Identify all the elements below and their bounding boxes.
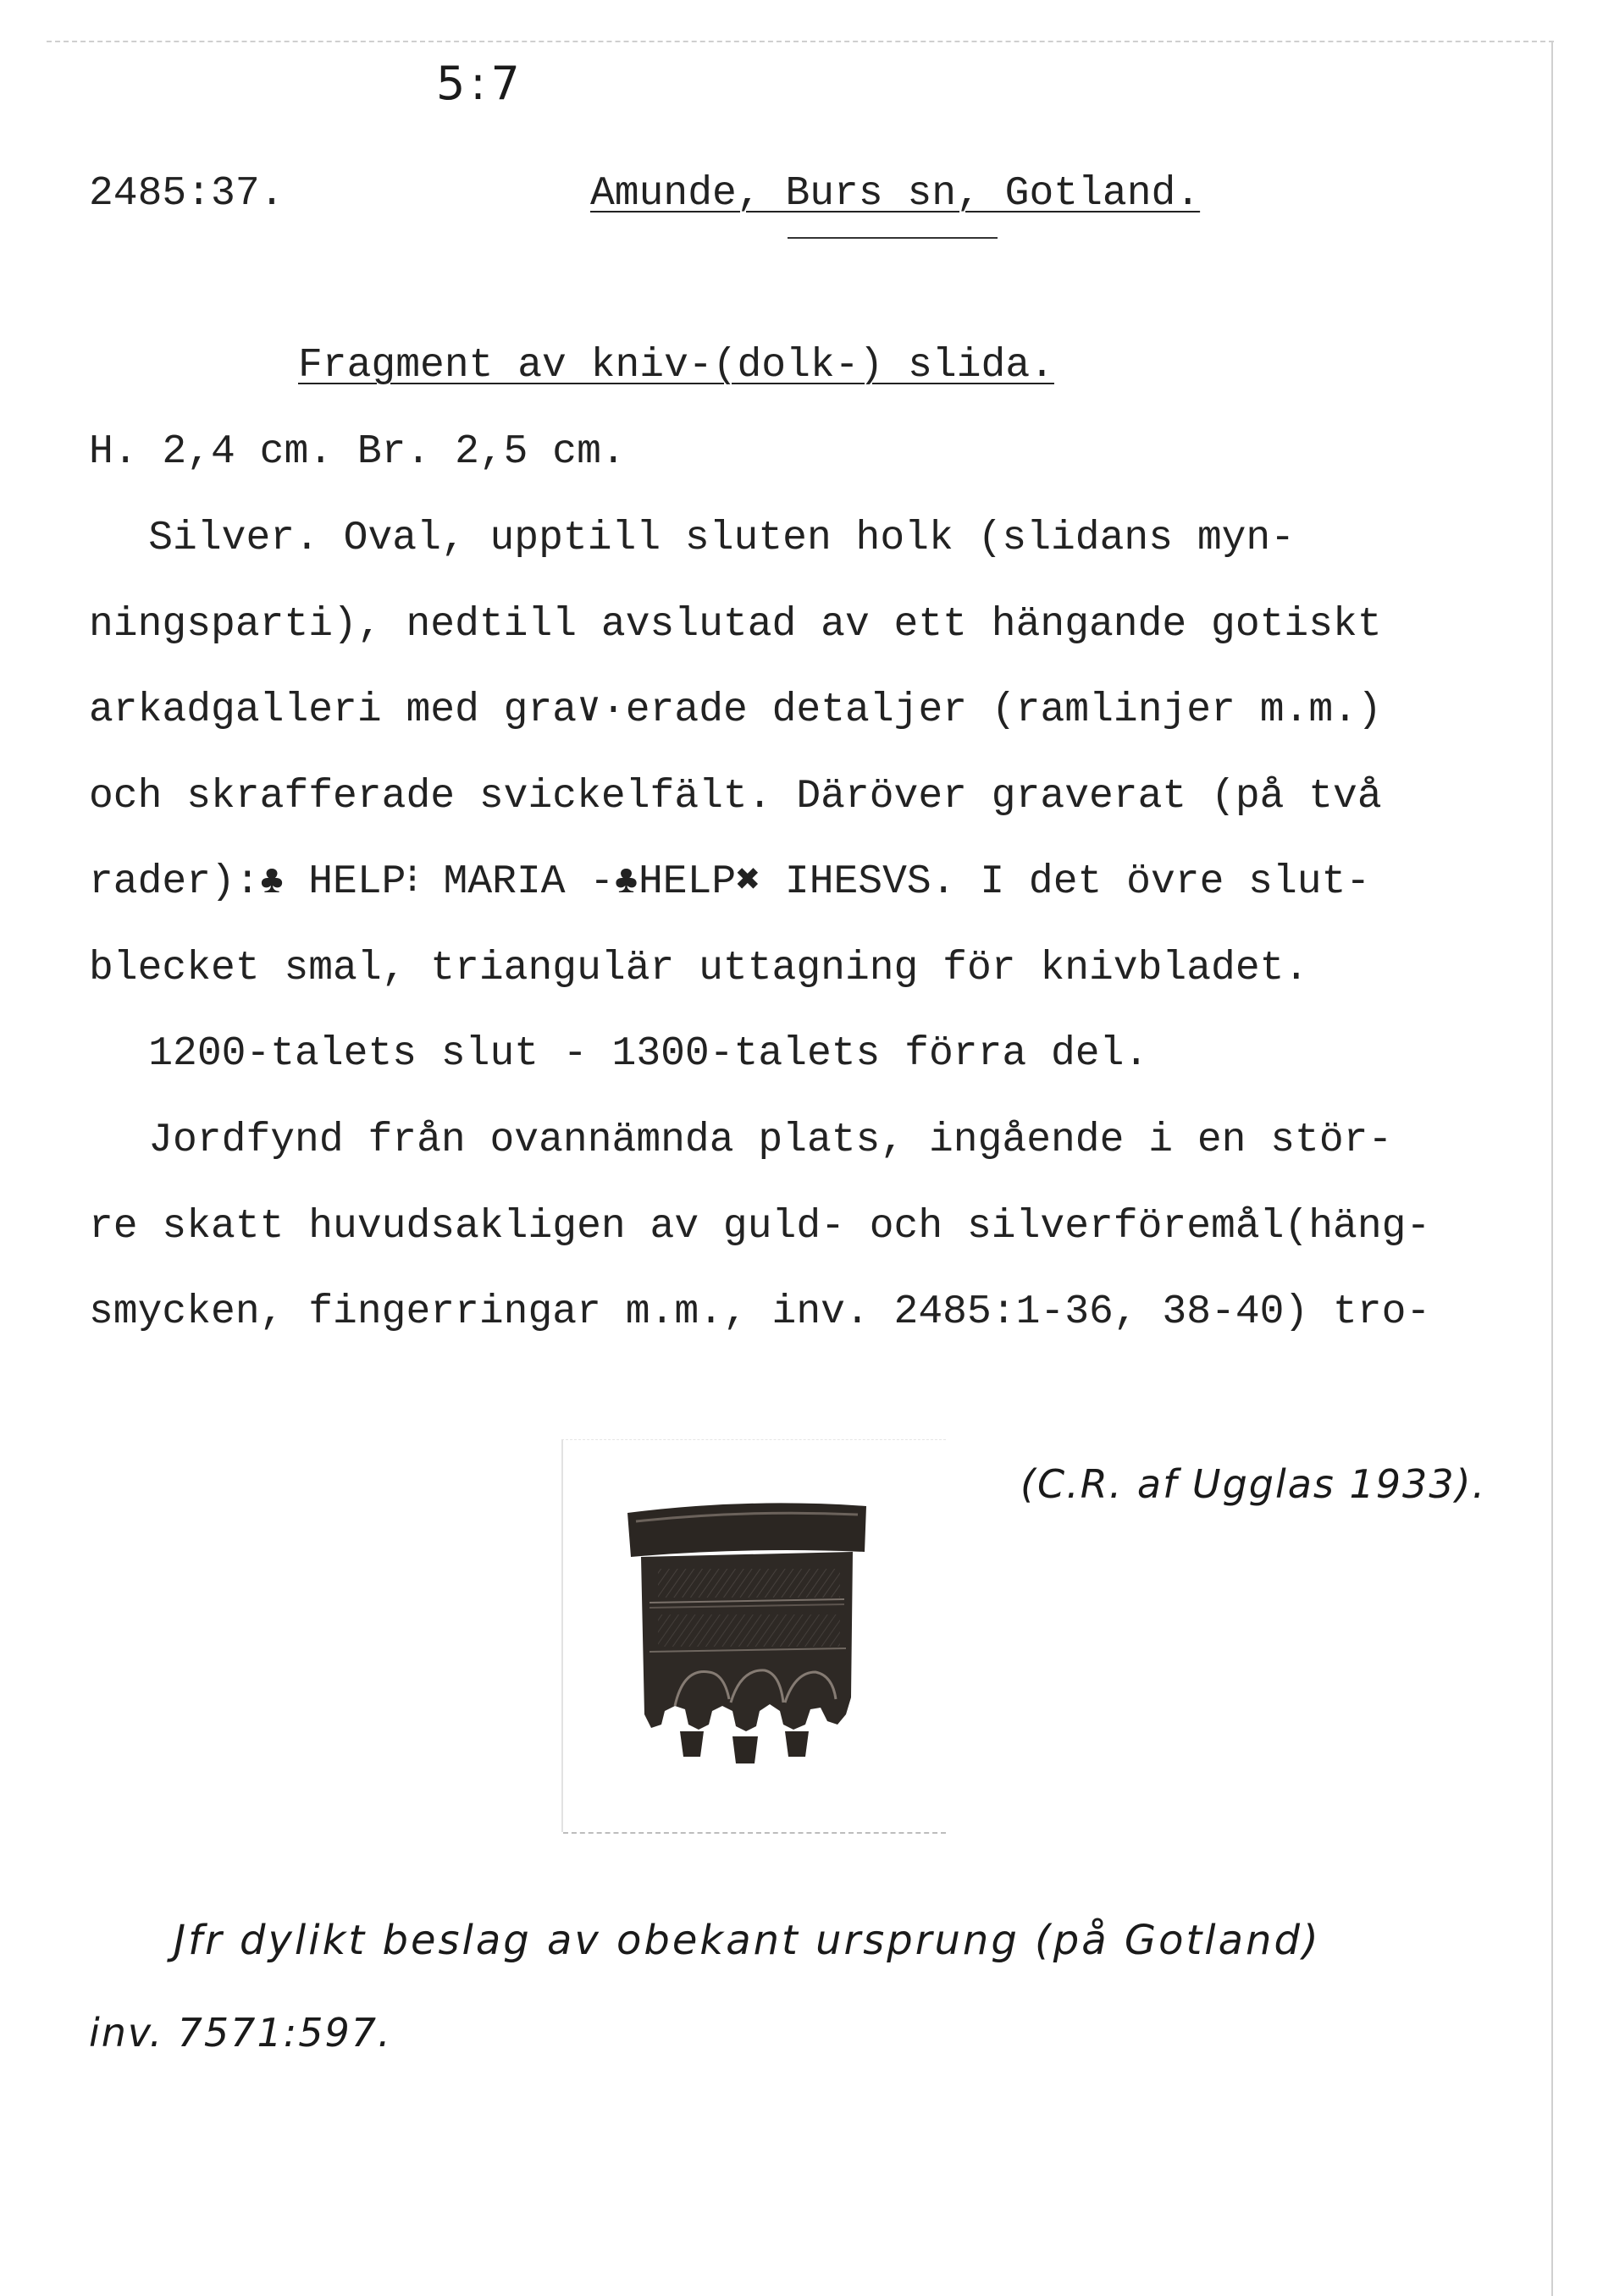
card-top-edge — [47, 41, 1554, 42]
dating-line: 1200-talets slut - 1300-talets förra del. — [51, 1031, 1149, 1077]
location-underline-stroke — [788, 237, 998, 239]
description-line-4: och skrafferade svickelfält. Däröver graverat (på två — [89, 774, 1382, 820]
description-line-1: Silver. Oval, upptill sluten holk (slidans myn- — [51, 516, 1296, 561]
knife-sheath-fragment-photo — [624, 1503, 870, 1795]
description-line-3: arkadgalleri med gra∨·erade detaljer (ramlinjer m.m.) — [89, 687, 1382, 733]
handwritten-comparison-note: Jfr dylikt beslag av obekant ursprung (på Gotland) — [174, 1917, 1321, 1964]
handwritten-inventory-reference: inv. 7571:597. — [89, 2010, 392, 2056]
description-line-6: blecket smal, triangulär uttagning för knivbladet. — [89, 946, 1309, 991]
card-right-edge — [1551, 41, 1553, 2296]
description-line-2: ningsparti), nedtill avslutad av ett hängande gotiskt — [89, 602, 1382, 648]
handwritten-source-attribution: (C.R. af Ugglas 1933). — [1020, 1461, 1487, 1507]
find-context-line-1: Jordfynd från ovannämnda plats, ingående i en stör- — [51, 1118, 1393, 1163]
find-context-line-2: re skatt huvudsakligen av guld- och silverföremål(häng- — [89, 1204, 1431, 1250]
find-context-line-3: smycken, fingerringar m.m., inv. 2485:1-36, 38-40) tro- — [89, 1289, 1431, 1335]
description-line-5-inscription: rader):♣ HELP⁝ MARIA -♣HELP✖ IHESVS. I det övre slut- — [89, 859, 1371, 905]
inventory-number: 2485:37. — [89, 171, 285, 217]
object-title: Fragment av kniv-(dolk-) slida. — [298, 343, 1054, 389]
find-location: Amunde, Burs sn, Gotland. — [590, 171, 1201, 217]
object-dimensions: H. 2,4 cm. Br. 2,5 cm. — [89, 429, 626, 475]
handwritten-page-number: 5:7 — [436, 57, 525, 110]
